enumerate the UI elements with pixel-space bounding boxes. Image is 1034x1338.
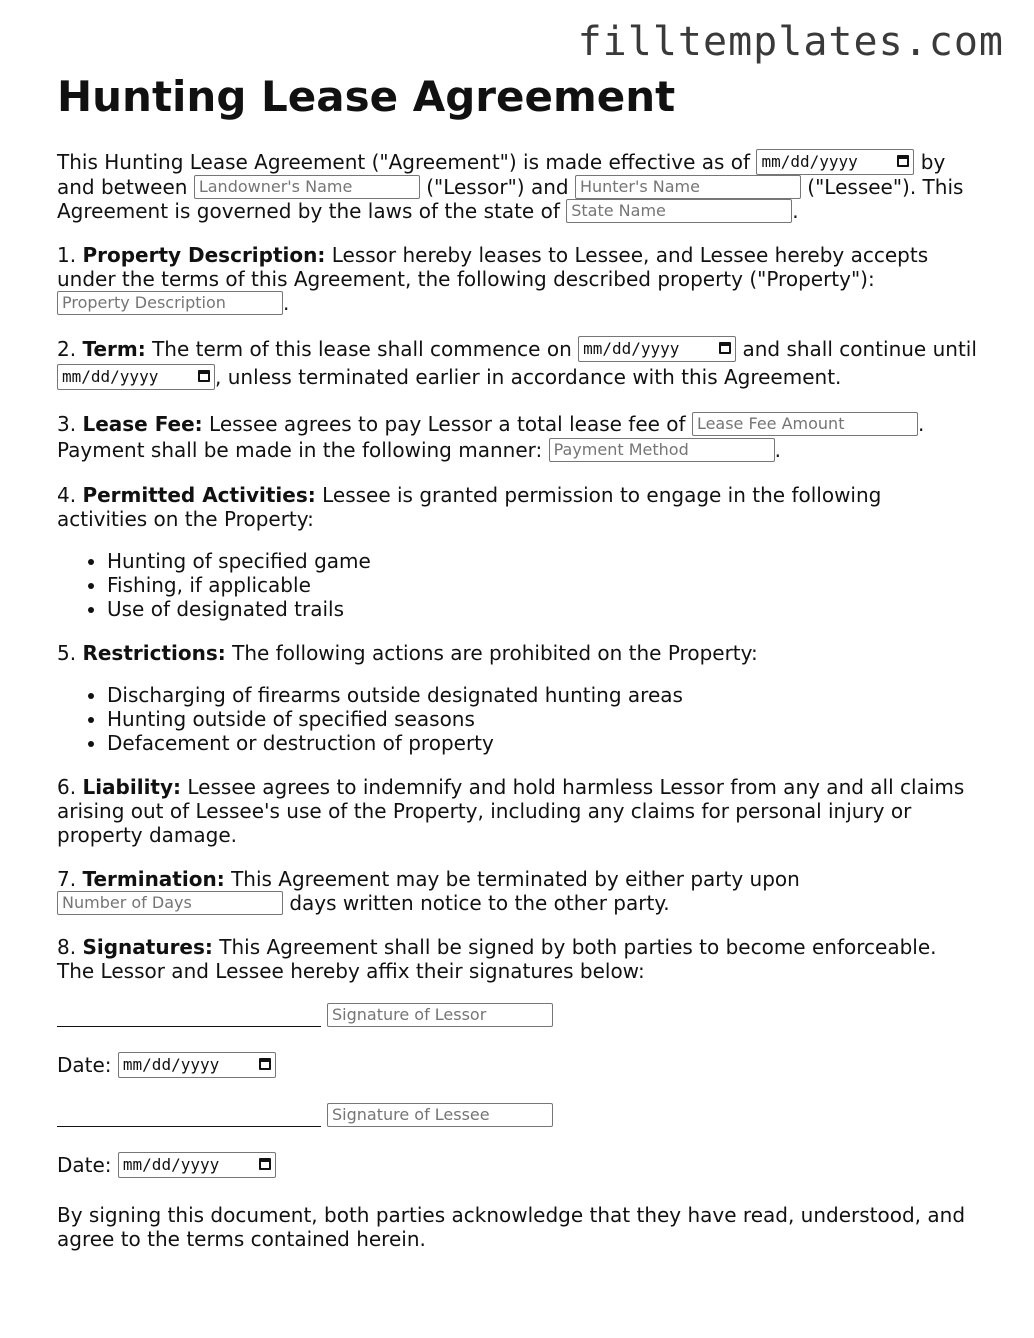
- intro-text: by and between: [57, 150, 946, 199]
- date-placeholder: mm/dd/yyyy: [583, 339, 680, 358]
- section-text: .: [283, 291, 290, 315]
- signature-line: [57, 1006, 321, 1027]
- section-text: .: [774, 438, 781, 462]
- state-name-input[interactable]: State Name: [566, 199, 792, 223]
- section-number: 4.: [57, 483, 77, 507]
- closing-statement: By signing this document, both parties acknowledge that they have read, understood, and agree to the terms contained herein.: [57, 1203, 966, 1251]
- section-text: The following actions are prohibited on the Property:: [232, 641, 758, 665]
- lessee-date-input[interactable]: [118, 1152, 276, 1178]
- lease-fee-input[interactable]: Lease Fee Amount: [692, 412, 918, 436]
- section-text: Lessee agrees to pay Lessor a total lease fee of: [209, 412, 686, 436]
- date-label: Date:: [57, 1053, 112, 1077]
- calendar-icon: [897, 155, 909, 167]
- section-text: days written notice to the other party.: [289, 891, 670, 915]
- lessee-signature-row: [57, 1103, 977, 1133]
- section-number: 6.: [57, 775, 77, 799]
- lessee-date-row: [57, 1153, 977, 1183]
- calendar-icon: [259, 1158, 271, 1170]
- lessor-signature-row: [57, 1003, 977, 1033]
- property-description-input[interactable]: Property Description: [57, 291, 283, 315]
- section-permitted: [57, 483, 977, 531]
- section-liability: [57, 775, 977, 847]
- section-text: This Agreement shall be signed by both parties to become enforceable. The Lessor and Lessee hereby affix their signatures below:: [57, 935, 937, 983]
- effective-date-input[interactable]: [756, 149, 914, 175]
- list-item: • Discharging of firearms outside designated hunting areas: [107, 683, 977, 707]
- section-heading: Restrictions:: [82, 641, 226, 665]
- lessor-date-input[interactable]: [118, 1052, 276, 1078]
- notice-days-input[interactable]: Number of Days: [57, 891, 283, 915]
- term-start-date-input[interactable]: [578, 336, 736, 362]
- lessee-signature-input[interactable]: Signature of Lessee: [327, 1103, 553, 1127]
- section-number: 3.: [57, 412, 77, 436]
- lessor-date-row: [57, 1053, 977, 1083]
- section-text: Lessee is granted permission to engage in the following activities on the Property:: [57, 483, 882, 531]
- intro-text: This Hunting Lease Agreement ("Agreement") is made effective as of: [57, 150, 751, 174]
- landowner-name-input[interactable]: Landowner's Name: [194, 175, 420, 199]
- section-heading: Termination:: [82, 867, 225, 891]
- section-number: 8.: [57, 935, 77, 959]
- signature-line: [57, 1106, 321, 1127]
- calendar-icon: [259, 1058, 271, 1070]
- section-signatures: [57, 935, 977, 983]
- page-title: Hunting Lease Agreement: [57, 72, 676, 121]
- date-placeholder: mm/dd/yyyy: [122, 1055, 220, 1074]
- section-heading: Term:: [82, 337, 146, 361]
- watermark: filltemplates.com: [577, 19, 1004, 65]
- permitted-list: [57, 549, 977, 621]
- intro-text: ("Lessee"). This Agreement is governed by the laws of the state of: [57, 175, 964, 223]
- section-heading: Property Description:: [82, 243, 326, 267]
- section-text: The term of this lease shall commence on: [152, 337, 572, 361]
- section-heading: Permitted Activities:: [82, 483, 316, 507]
- date-label: Date:: [57, 1153, 112, 1177]
- lessor-signature-input[interactable]: Signature of Lessor: [327, 1003, 553, 1027]
- section-termination: [57, 867, 977, 915]
- section-lease-fee: [57, 411, 977, 463]
- restrictions-list: [57, 683, 977, 755]
- intro-paragraph: [57, 150, 977, 223]
- section-text: Lessee agrees to indemnify and hold harmless Lessor from any and all claims arising out of Lessee's use of the Property, including any claims for personal injury or property damage.: [57, 775, 965, 847]
- section-term: [57, 335, 977, 391]
- date-placeholder: mm/dd/yyyy: [761, 152, 858, 171]
- list-item: • Fishing, if applicable: [107, 573, 977, 597]
- section-restrictions: [57, 641, 977, 665]
- section-heading: Signatures:: [82, 935, 213, 959]
- list-item: • Defacement or destruction of property: [107, 731, 977, 755]
- hunter-name-input[interactable]: Hunter's Name: [575, 175, 801, 199]
- term-end-date-input[interactable]: [57, 364, 215, 390]
- list-item: • Hunting outside of specified seasons: [107, 707, 977, 731]
- section-text: Lessor hereby leases to Lessee, and Lessee hereby accepts under the terms of this Agreement, the following described property ("Property"):: [57, 243, 929, 291]
- intro-text: ("Lessor") and: [426, 175, 569, 199]
- payment-method-input[interactable]: Payment Method: [549, 438, 775, 462]
- list-item: • Use of designated trails: [107, 597, 977, 621]
- section-heading: Lease Fee:: [82, 412, 203, 436]
- section-text: , unless terminated earlier in accordance with this Agreement.: [215, 365, 842, 389]
- calendar-icon: [719, 342, 731, 354]
- section-number: 2.: [57, 337, 77, 361]
- calendar-icon: [198, 370, 210, 382]
- section-text: and shall continue until: [742, 337, 977, 361]
- section-number: 7.: [57, 867, 77, 891]
- list-item: • Hunting of specified game: [107, 549, 977, 573]
- date-placeholder: mm/dd/yyyy: [122, 1155, 220, 1174]
- section-text: . Payment shall be made in the following manner:: [57, 412, 925, 462]
- section-property: [57, 243, 977, 315]
- intro-text: .: [792, 199, 799, 223]
- document: [57, 70, 977, 1271]
- section-number: 5.: [57, 641, 77, 665]
- section-number: 1.: [57, 243, 77, 267]
- section-heading: Liability:: [82, 775, 182, 799]
- section-text: This Agreement may be terminated by either party upon: [231, 867, 800, 891]
- date-placeholder: mm/dd/yyyy: [62, 367, 159, 386]
